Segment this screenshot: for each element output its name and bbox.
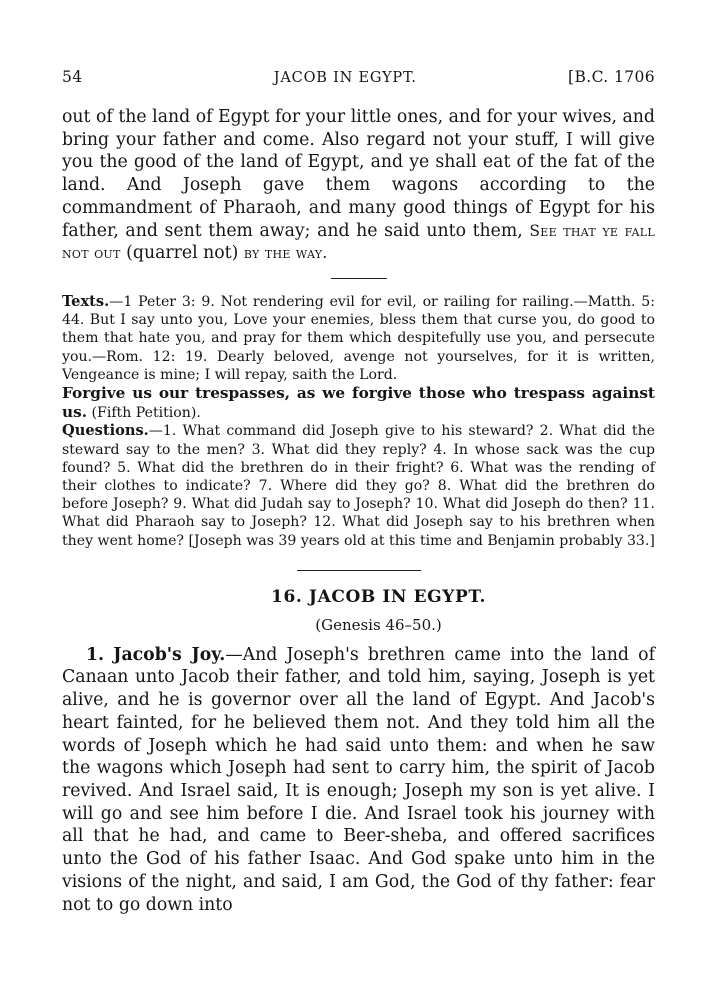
intro-paragraph <box>62 106 655 265</box>
page-header <box>62 68 655 98</box>
date-label: [B.C. 1706 <box>568 68 655 86</box>
questions-body: —1. What command did Joseph give to his steward? 2. What did the steward say to the men? 3. What did they reply? 4. In whose sack was the cup found? 5. What did the brethren do in their fright? 6. What was the rending of their clothes to indicate? 7. Where did they go? 8. What did the brethren do before Joseph? 9. What did Judah say to Joseph? 10. What did Joseph do then? 11. What did Pharaoh say to Joseph? 12. What did Joseph say to his brethren when they went home? [Joseph was 39 years old at this time and Benjamin probably 33.] <box>62 423 655 549</box>
texts-body: —1 Peter 3: 9. Not rendering evil for evil, or railing for railing.—Matth. 5: 44. But I say unto you, Love your enemies, bless them that curse you, do good to them that hate you, and pray for them which despitefully use you, and persecute you.—Rom. 12: 19. Dearly beloved, avenge not yourselves, for it is written, Vengeance is mine; I will repay, saith the Lord. <box>62 293 655 383</box>
intro-text: out of the land of Egypt for your little ones, and for your wives, and bring your father and come. Also regard not your stuff, I will give you the good of the land of Egypt, and ye shall eat of the fat of the land. And Joseph gave them wagons according to the commandment of Pharaoh, and many good things of Egypt for his father, and sent them away; and he said unto them, <box>62 107 655 241</box>
section-title: 16. JACOB IN EGYPT. <box>271 586 486 607</box>
running-title: JACOB IN EGYPT. <box>273 70 417 86</box>
page-number: 54 <box>62 68 83 86</box>
study-notes <box>62 293 655 550</box>
intro-middle: (quarrel not) <box>120 243 244 264</box>
texts-paragraph <box>62 293 655 384</box>
questions-paragraph <box>62 422 655 549</box>
texts-label: Texts. <box>62 292 110 310</box>
questions-label: Questions. <box>62 422 149 440</box>
intro-small-caps-1: See that ye fall not out <box>62 221 655 263</box>
paragraph-body: —And Joseph's brethren came into the land of Canaan unto Jacob their father, and told him, saying, Joseph is yet alive, and he is governor over all the land of Egypt. And Jacob's heart fainted, for he believed them not. And they told him all the words of Joseph which he had said unto them: and when he saw the wagons which Joseph had sent to carry him, the spirit of Jacob revived. And Israel said, It is enough; Joseph my son is yet alive. I will go and see him before I die. And Israel took his journey with all that he had, and came to Beer-sheba, and offered sacrifices unto the God of his father Isaac. And God spake unto him in the visions of the night, and said, I am God, the God of thy father: fear not to go down into <box>62 644 655 915</box>
paragraph-heading: Jacob's Joy. <box>113 644 226 665</box>
prayer-bold: Forgive us our trespasses, as we forgive those who trespass against us. <box>62 383 655 422</box>
section-paragraph <box>62 644 655 916</box>
intro-small-caps-2: by the way. <box>243 244 328 263</box>
paragraph-number: 1. <box>86 644 105 665</box>
section-divider-short <box>331 278 387 279</box>
prayer-paragraph <box>62 384 655 422</box>
section-divider-long <box>297 570 421 571</box>
book-page <box>62 68 655 916</box>
prayer-rest: (Fifth Petition). <box>87 405 201 422</box>
section-subtitle: (Genesis 46–50.) <box>315 615 442 634</box>
